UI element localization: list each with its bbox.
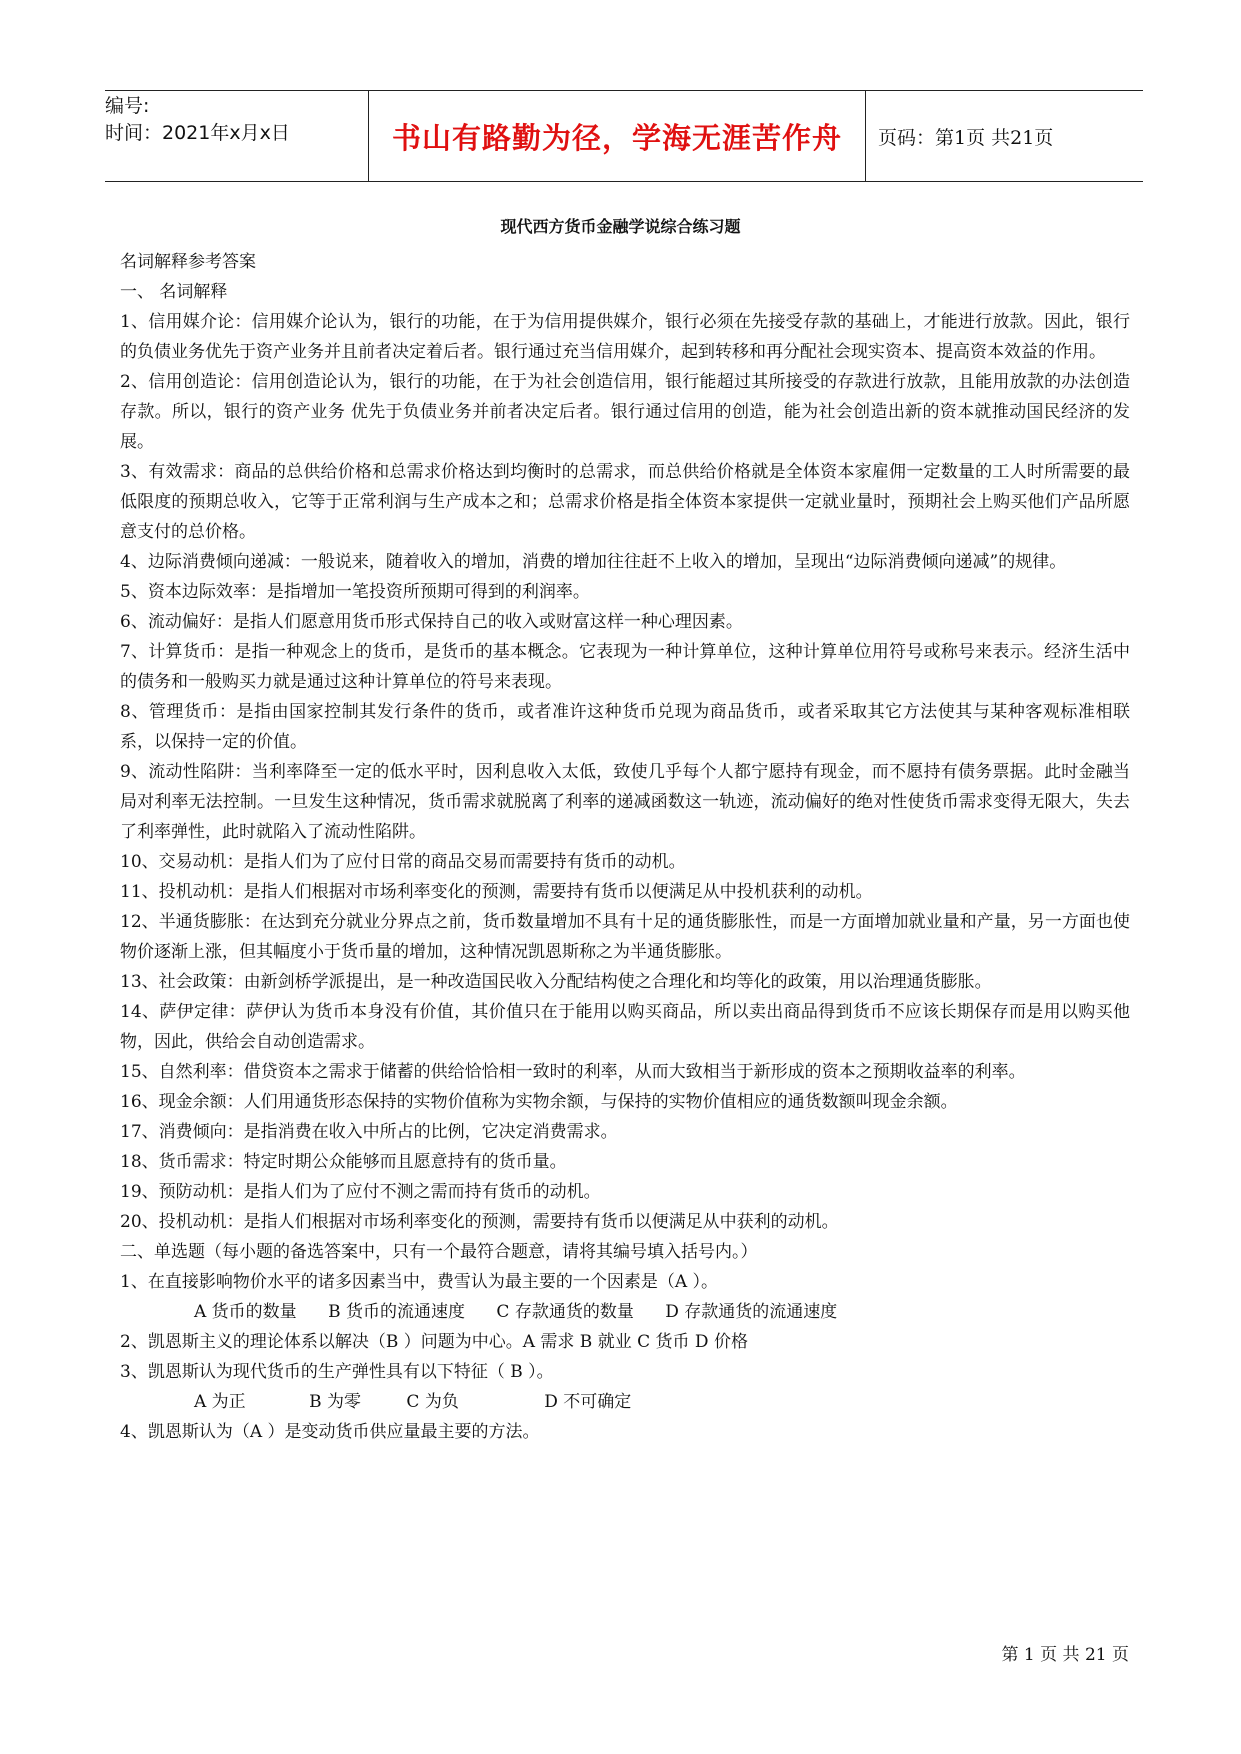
- term-definition: 18、货币需求：特定时期公众能够而且愿意持有的货币量。: [120, 1152, 567, 1172]
- term-definition: 4、边际消费倾向递减：一般说来，随着收入的增加，消费的增加往往赶不上收入的增加，呈现出“边际消费倾向递减”的规律。: [120, 552, 1067, 572]
- question-options: [120, 1387, 1130, 1417]
- term-definition: 6、流动偏好：是指人们愿意用货币形式保持自己的收入或财富这样一种心理因素。: [120, 612, 743, 632]
- term-definition: 19、预防动机：是指人们为了应付不测之需而持有货币的动机。: [120, 1182, 601, 1202]
- term-definition: 14、萨伊定律：萨伊认为货币本身没有价值，其价值只在于能用以购买商品，所以卖出商品得到货币不应该长期保存而是用以购买他物，因此，供给会自动创造需求。: [120, 1002, 1130, 1052]
- option-b: B 为零: [309, 1392, 361, 1412]
- option-c: C 存款通货的数量: [496, 1302, 634, 1322]
- term-definition: 7、计算货币：是指一种观念上的货币，是货币的基本概念。它表现为一种计算单位，这种计算单位用符号或称号来表示。经济生活中的债务和一般购买力就是通过这种计算单位的符号来表现。: [120, 642, 1130, 692]
- term-definition: 16、现金余额：人们用通货形态保持的实物价值称为实物余额，与保持的实物价值相应的通货数额叫现金余额。: [120, 1092, 958, 1112]
- term-definition: 20、投机动机：是指人们根据对市场利率变化的预测，需要持有货币以便满足从中获利的动机。: [120, 1212, 839, 1232]
- option-a: A 为正: [194, 1392, 246, 1412]
- question-options: [120, 1297, 1130, 1327]
- section-heading-choice: 二、单选题（每小题的备选答案中，只有一个最符合题意，请将其编号填入括号内。）: [120, 1242, 758, 1262]
- term-definition: 3、有效需求：商品的总供给价格和总需求价格达到均衡时的总需求，而总供给价格就是全体资本家雇佣一定数量的工人时所需要的最低限度的预期总收入，它等于正常利润与生产成本之和；总需求价格是指全体资本家提供一定就业量时，预期社会上购买他们产品所愿意支付的总价格。: [120, 462, 1130, 542]
- option-b: B 货币的流通速度: [328, 1302, 465, 1322]
- option-a: A 货币的数量: [194, 1302, 297, 1322]
- question-text: 3、凯恩斯认为现代货币的生产弹性具有以下特征（ B ）。: [120, 1362, 554, 1382]
- option-d: D 不可确定: [544, 1392, 632, 1412]
- question-text: 4、凯恩斯认为（A ）是变动货币供应量最主要的方法。: [120, 1422, 540, 1442]
- page-footer: 第 1 页 共 21 页: [1001, 1645, 1129, 1665]
- term-definition: 1、信用媒介论：信用媒介论认为，银行的功能，在于为信用提供媒介，银行必须在先接受存款的基础上，才能进行放款。因此，银行的负债业务优先于资产业务并且前者决定着后者。银行通过充当信用媒介，起到转移和再分配社会现实资本、提高资本效益的作用。: [120, 312, 1130, 362]
- term-definition: 10、交易动机：是指人们为了应付日常的商品交易而需要持有货币的动机。: [120, 852, 686, 872]
- term-definition: 17、消费倾向：是指消费在收入中所占的比例，它决定消费需求。: [120, 1122, 618, 1142]
- term-definition: 15、自然利率：借贷资本之需求于储蓄的供给恰恰相一致时的利率，从而大致相当于新形成的资本之预期收益率的利率。: [120, 1062, 1026, 1082]
- document-code-label: 编号:: [105, 95, 150, 117]
- document-time-label: 时间：2021年x月x日: [105, 122, 290, 144]
- term-definition: 11、投机动机：是指人们根据对市场利率变化的预测，需要持有货币以便满足从中投机获利的动机。: [120, 882, 873, 902]
- term-definition: 13、社会政策：由新剑桥学派提出，是一种改造国民收入分配结构使之合理化和均等化的政策，用以治理通货膨胀。: [120, 972, 992, 992]
- header-page-info: 页码：第1页 共21页: [878, 126, 1054, 149]
- document-title: 现代西方货币金融学说综合练习题: [500, 217, 741, 236]
- intro-line: 名词解释参考答案: [120, 252, 256, 272]
- header-motto: 书山有路勤为径，学海无涯苦作舟: [369, 91, 866, 181]
- term-definition: 8、管理货币：是指由国家控制其发行条件的货币，或者准许这种货币兑现为商品货币，或者采取其它方法使其与某种客观标准相联系，以保持一定的价值。: [120, 702, 1130, 752]
- page-header: [105, 90, 1143, 182]
- option-c: C 为负: [406, 1392, 459, 1412]
- section-heading-terms: 一、 名词解释: [120, 282, 228, 302]
- term-definition: 12、半通货膨胀：在达到充分就业分界点之前，货币数量增加不具有十足的通货膨胀性，而是一方面增加就业量和产量，另一方面也使物价逐渐上涨，但其幅度小于货币量的增加，这种情况凯恩斯称之为半通货膨胀。: [120, 912, 1130, 962]
- question-text: 2、凯恩斯主义的理论体系以解决（B ）问题为中心。A 需求 B 就业 C 货币 D 价格: [120, 1332, 748, 1352]
- option-d: D 存款通货的流通速度: [665, 1302, 838, 1322]
- term-definition: 9、流动性陷阱：当利率降至一定的低水平时，因利息收入太低，致使几乎每个人都宁愿持有现金，而不愿持有债务票据。此时金融当局对利率无法控制。一旦发生这种情况，货币需求就脱离了利率的递减函数这一轨迹，流动偏好的绝对性使货币需求变得无限大，失去了利率弹性，此时就陷入了流动性陷阱。: [120, 762, 1130, 842]
- term-definition: 2、信用创造论：信用创造论认为，银行的功能，在于为社会创造信用，银行能超过其所接受的存款进行放款，且能用放款的办法创造存款。所以，银行的资产业务 优先于负债业务并前者决定后者。银行通过信用的创造，能为社会创造出新的资本就推动国民经济的发展。: [120, 372, 1130, 452]
- term-definition: 5、资本边际效率：是指增加一笔投资所预期可得到的利润率。: [120, 582, 590, 602]
- document-body: [120, 247, 1130, 1447]
- question-text: 1、在直接影响物价水平的诸多因素当中，费雪认为最主要的一个因素是（A ）。: [120, 1272, 718, 1292]
- header-info-cell: [105, 91, 369, 181]
